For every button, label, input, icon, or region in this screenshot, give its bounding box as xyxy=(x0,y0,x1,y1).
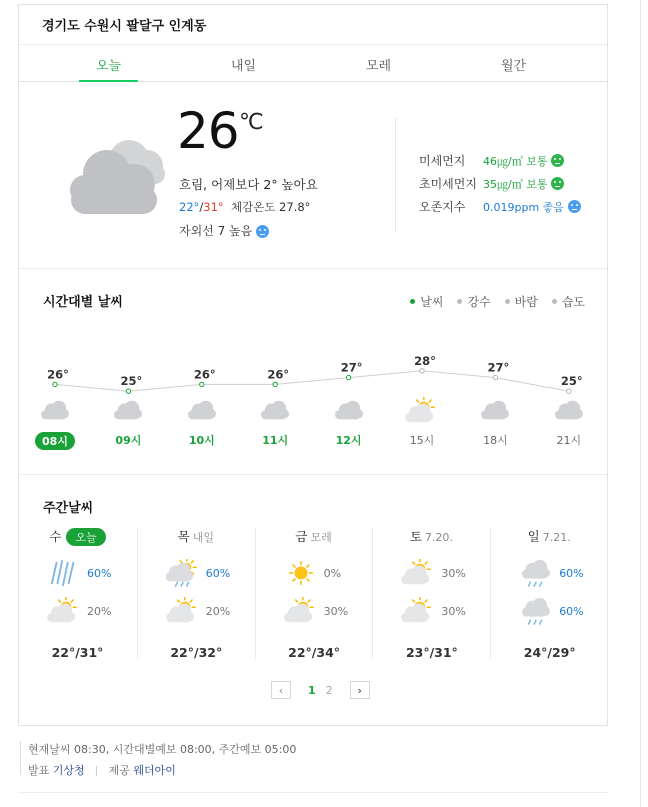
page-1[interactable]: 1 xyxy=(308,683,316,697)
normal-face-icon xyxy=(551,177,564,190)
air-value: 35㎍/㎥ 보통 xyxy=(483,177,548,191)
day-tabs xyxy=(19,45,607,82)
day-header xyxy=(256,527,372,547)
weekly-day[interactable] xyxy=(372,527,489,659)
publisher-label: 발표 xyxy=(28,764,50,777)
hour-time-label[interactable]: 08시 xyxy=(35,432,75,450)
current-weather xyxy=(19,82,607,269)
hour-temperature-label: 25° xyxy=(120,374,143,389)
temperature-point xyxy=(420,369,424,373)
min-temperature: 22° xyxy=(179,200,200,214)
precipitation-chance: 30% xyxy=(323,605,349,618)
hour-time-label[interactable]: 15시 xyxy=(409,434,435,447)
prev-page-button[interactable]: ‹ xyxy=(271,681,291,699)
tab-tomorrow[interactable]: 내일 xyxy=(230,59,257,74)
provider-label: 제공 xyxy=(108,764,130,777)
air-quality xyxy=(419,149,581,218)
air-value: 46㎍/㎥ 보통 xyxy=(483,154,548,168)
air-value: 0.019ppm 좋음 xyxy=(483,200,564,214)
footer-separator xyxy=(96,766,97,776)
hour-time-label[interactable]: 21시 xyxy=(556,434,582,447)
precipitation-chance: 20% xyxy=(87,605,112,618)
hourly-legend xyxy=(410,293,585,310)
current-temperature: 26 xyxy=(177,102,239,160)
am-forecast xyxy=(491,559,608,589)
hour-temperature-label: 25° xyxy=(560,374,583,389)
tab-today[interactable]: 오늘 xyxy=(41,45,176,81)
temperature-point xyxy=(567,389,571,393)
day-subtitle: 오늘 xyxy=(66,528,105,546)
day-header xyxy=(138,527,254,547)
precipitation-chance: 60% xyxy=(559,567,584,580)
partly-sunny-icon xyxy=(47,597,81,625)
air-row-pm10[interactable] xyxy=(419,149,581,172)
temperature-point xyxy=(273,382,277,386)
hourly-forecast xyxy=(19,269,607,475)
source-footer xyxy=(20,741,296,775)
page-2[interactable]: 2 xyxy=(325,683,333,697)
rain-icon xyxy=(47,559,81,587)
feels-like: 체감온도 27.8° xyxy=(230,200,311,214)
cloud-icon xyxy=(332,397,366,425)
hourly-title: 시간대별 날씨 xyxy=(43,295,123,310)
precipitation-chance: 60% xyxy=(559,605,584,618)
partly-sunny-icon xyxy=(401,597,435,625)
partly-sunny-icon xyxy=(401,559,435,587)
cloudy-icon xyxy=(57,128,177,218)
tab-monthly[interactable]: 월간 xyxy=(500,59,527,74)
temperature-unit: ℃ xyxy=(239,110,264,135)
tab-day-after[interactable]: 모레 xyxy=(365,59,392,74)
partly-sunny-icon xyxy=(405,397,439,425)
weekly-day[interactable] xyxy=(490,527,607,659)
day-name: 목 xyxy=(177,529,190,544)
day-header xyxy=(19,527,136,547)
air-label: 미세먼지 xyxy=(419,154,466,168)
pm-forecast xyxy=(373,597,490,627)
day-subtitle: 7.21. xyxy=(542,531,571,544)
temperature-point xyxy=(53,382,57,386)
day-name: 일 xyxy=(527,529,540,544)
vertical-divider xyxy=(395,118,396,232)
uv-index xyxy=(179,222,269,239)
day-name: 수 xyxy=(49,529,62,544)
legend-wind[interactable]: 바람 xyxy=(505,293,538,310)
partly-sunny-icon xyxy=(166,597,200,625)
precipitation-chance: 20% xyxy=(205,605,231,618)
cloud-icon xyxy=(185,397,219,425)
day-min-max: 23°/31° xyxy=(405,645,458,660)
publisher-link[interactable]: 기상청 xyxy=(52,764,85,777)
min-max-temperature xyxy=(179,199,310,215)
sun-rain-icon xyxy=(166,559,200,587)
cloud-rain-icon xyxy=(519,559,553,587)
day-subtitle: 7.20. xyxy=(424,531,453,544)
day-subtitle: 내일 xyxy=(192,531,214,544)
temperature-point xyxy=(126,389,130,393)
cloud-rain-icon xyxy=(519,597,553,625)
precipitation-chance: 30% xyxy=(441,605,466,618)
day-header xyxy=(373,527,489,547)
precipitation-chance: 60% xyxy=(87,567,112,580)
weekly-forecast xyxy=(19,475,607,725)
am-forecast xyxy=(256,559,373,589)
hour-temperature-label: 28° xyxy=(414,353,436,368)
pm-forecast xyxy=(491,597,608,627)
normal-face-icon xyxy=(551,154,564,167)
hour-temperature-label: 27° xyxy=(340,360,363,375)
am-forecast xyxy=(138,559,255,589)
weekly-day[interactable] xyxy=(255,527,372,659)
hour-time-label[interactable]: 09시 xyxy=(115,434,142,447)
day-name: 토 xyxy=(409,529,422,544)
legend-humidity[interactable]: 습도 xyxy=(552,293,585,310)
temp-separator: / xyxy=(199,200,204,214)
air-label: 초미세먼지 xyxy=(419,177,477,191)
air-row-ozone[interactable] xyxy=(419,195,581,218)
uv-label: 자외선 7 높음 xyxy=(179,224,253,238)
legend-precipitation[interactable]: 강수 xyxy=(457,293,490,310)
pm-forecast xyxy=(19,597,136,627)
hour-temperature-label: 27° xyxy=(487,360,510,375)
air-row-pm25[interactable] xyxy=(419,172,581,195)
weekly-title: 주간날씨 xyxy=(43,501,94,516)
weekly-day[interactable] xyxy=(137,527,254,659)
hour-temperature-label: 26° xyxy=(267,367,290,382)
weekly-pager xyxy=(271,681,370,699)
source-line xyxy=(28,762,296,778)
partly-sunny-icon xyxy=(284,597,318,625)
legend-weather[interactable]: 날씨 xyxy=(410,293,443,310)
day-name: 금 xyxy=(295,529,308,544)
hour-temperature-label: 26° xyxy=(193,367,216,382)
day-min-max: 22°/31° xyxy=(51,645,104,660)
next-page-button[interactable]: › xyxy=(350,681,370,699)
weather-description: 흐림, 어제보다 2° 높아요 xyxy=(179,177,318,192)
hour-time-label[interactable]: 11시 xyxy=(262,434,289,447)
cloud-icon xyxy=(478,397,512,425)
day-header xyxy=(491,527,607,547)
max-temperature: 31° xyxy=(203,200,224,214)
pm-forecast xyxy=(138,597,255,627)
bottom-divider xyxy=(18,792,608,793)
air-label: 오존지수 xyxy=(419,200,466,214)
temperature-point xyxy=(200,382,204,386)
cloud-icon xyxy=(111,397,145,425)
pm-forecast xyxy=(256,597,373,627)
precipitation-chance: 60% xyxy=(205,567,231,580)
day-min-max: 22°/34° xyxy=(288,645,341,660)
day-subtitle: 모레 xyxy=(310,531,332,544)
hour-time-label[interactable]: 10시 xyxy=(188,434,215,447)
precipitation-chance: 0% xyxy=(323,567,342,580)
temperature-point xyxy=(346,375,350,379)
good-face-icon xyxy=(568,200,581,213)
sun-icon xyxy=(284,559,318,587)
update-times: 현재날씨 08:30, 시간대별예보 08:00, 주간예보 05:00 xyxy=(28,743,297,756)
weekly-day[interactable] xyxy=(19,527,136,659)
day-min-max: 24°/29° xyxy=(523,645,576,660)
good-face-icon xyxy=(256,225,269,238)
am-forecast xyxy=(373,559,490,589)
hour-time-label[interactable]: 12시 xyxy=(335,434,362,447)
temperature-point xyxy=(493,375,497,379)
day-min-max: 22°/32° xyxy=(170,645,223,660)
page-divider xyxy=(640,0,641,807)
cloud-icon xyxy=(258,397,292,425)
provider-link[interactable]: 웨더아이 xyxy=(133,764,176,777)
hour-temperature-label: 26° xyxy=(47,367,69,382)
cloud-icon xyxy=(38,397,72,425)
cloud-icon xyxy=(552,397,586,425)
precipitation-chance: 30% xyxy=(441,567,466,580)
weather-card xyxy=(18,4,608,726)
location-title: 경기도 수원시 팔달구 인계동 xyxy=(19,5,607,45)
am-forecast xyxy=(19,559,136,589)
hour-time-label[interactable]: 18시 xyxy=(483,434,508,447)
